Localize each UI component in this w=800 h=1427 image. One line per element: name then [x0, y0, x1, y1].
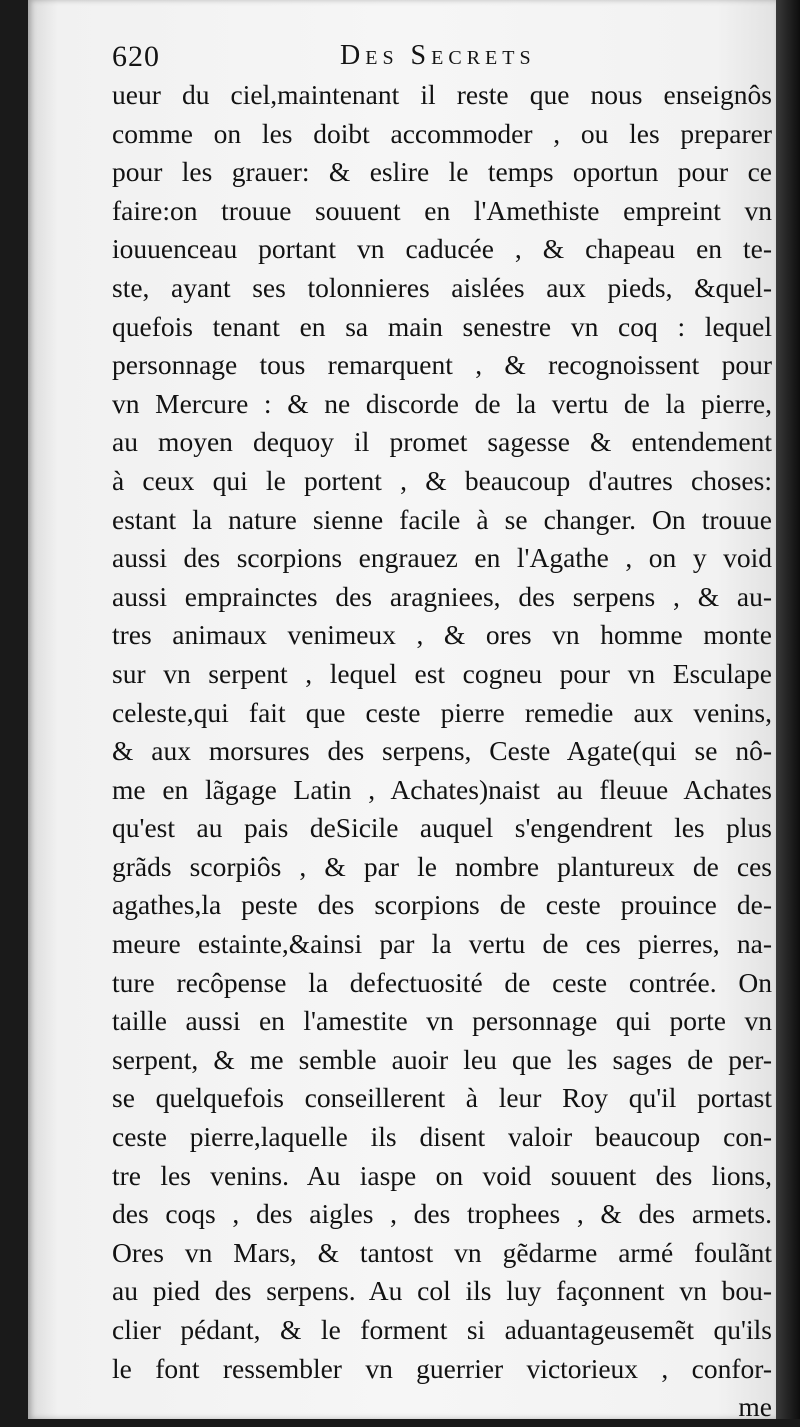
- text-line: le font ressembler vn guerrier victorieux , confor-: [112, 1352, 772, 1384]
- text-line: faire:on trouue souuent en l'Amethiste empreint vn: [112, 194, 772, 226]
- body-text: [112, 76, 772, 1427]
- text-line: pour les grauer: & eslire le temps oportun pour ce: [112, 156, 772, 188]
- text-line: vn Mercure : & ne discorde de la vertu de la pierre,: [112, 387, 772, 419]
- text-line: Ores vn Mars, & tantost vn gẽdarme armé foulãnt: [112, 1236, 772, 1268]
- text-line: sur vn serpent , lequel est cogneu pour vn Esculape: [112, 657, 772, 689]
- text-line: & aux morsures des serpens, Ceste Agate(qui se nô-: [112, 735, 772, 767]
- text-line: ueur du ciel,maintenant il reste que nous enseignôs: [112, 79, 772, 110]
- catchword: me: [738, 1391, 772, 1423]
- text-line: meure estainte,&ainsi par la vertu de ces pierres, na-: [112, 928, 772, 960]
- text-line: me en lãgage Latin , Achates)naist au fleuue Achates: [112, 773, 772, 805]
- text-line: clier pédant, & le forment si aduantageusemẽt qu'ils: [112, 1314, 772, 1345]
- text-line: ceste pierre,laquelle ils disent valoir beaucoup con-: [112, 1121, 772, 1153]
- text-line: ste, ayant ses tolonnieres aislées aux pieds, &quel-: [112, 271, 772, 303]
- text-line: comme on les doibt accommoder , ou les preparer: [112, 117, 772, 149]
- text-line: ture recôpense la defectuosité de ceste contrée. On: [112, 966, 772, 998]
- text-line: tres animaux venimeux , & ores vn homme monte: [112, 619, 772, 651]
- page-header: [112, 38, 632, 78]
- text-line: à ceux qui le portent , & beaucoup d'autres choses:: [112, 464, 772, 496]
- text-line: tre les venins. Au iaspe on void souuent des lions,: [112, 1159, 772, 1191]
- text-line: au pied des serpens. Au col ils luy façonnent vn bou-: [112, 1275, 772, 1307]
- page-number: 620: [112, 40, 160, 73]
- text-line: personnage tous remarquent , & recognoissent pour: [112, 349, 772, 381]
- page-edge-shadow: [776, 0, 800, 1419]
- running-head: Des Secrets: [340, 40, 536, 71]
- text-line: estant la nature sienne facile à se changer. On trouue: [112, 503, 772, 535]
- text-line: agathes,la peste des scorpions de ceste prouince de-: [112, 889, 772, 921]
- text-line: grãds scorpiôs , & par le nombre plantureux de ces: [112, 850, 772, 882]
- text-line: serpent, & me semble auoir leu que les sages de per-: [112, 1043, 772, 1075]
- text-line: se quelquefois conseillerent à leur Roy qu'il portast: [112, 1082, 772, 1114]
- text-line: iouuenceau portant vn caducée , & chapeau en te-: [112, 233, 772, 265]
- text-line: qu'est au pais deSicile auquel s'engendrent les plus: [112, 812, 772, 844]
- text-line: aussi emprainctes des aragniees, des serpens , & au-: [112, 580, 772, 612]
- text-line: aussi des scorpions engrauez en l'Agathe , on y void: [112, 542, 772, 574]
- text-line: celeste,qui fait que ceste pierre remedie aux venins,: [112, 696, 772, 728]
- text-line: taille aussi en l'amestite vn personnage qui porte vn: [112, 1005, 772, 1037]
- text-line: au moyen dequoy il promet sagesse & entendement: [112, 426, 772, 458]
- text-line: des coqs , des aigles , des trophees , & des armets.: [112, 1198, 772, 1230]
- text-line: quefois tenant en sa main senestre vn coq : lequel: [112, 310, 772, 342]
